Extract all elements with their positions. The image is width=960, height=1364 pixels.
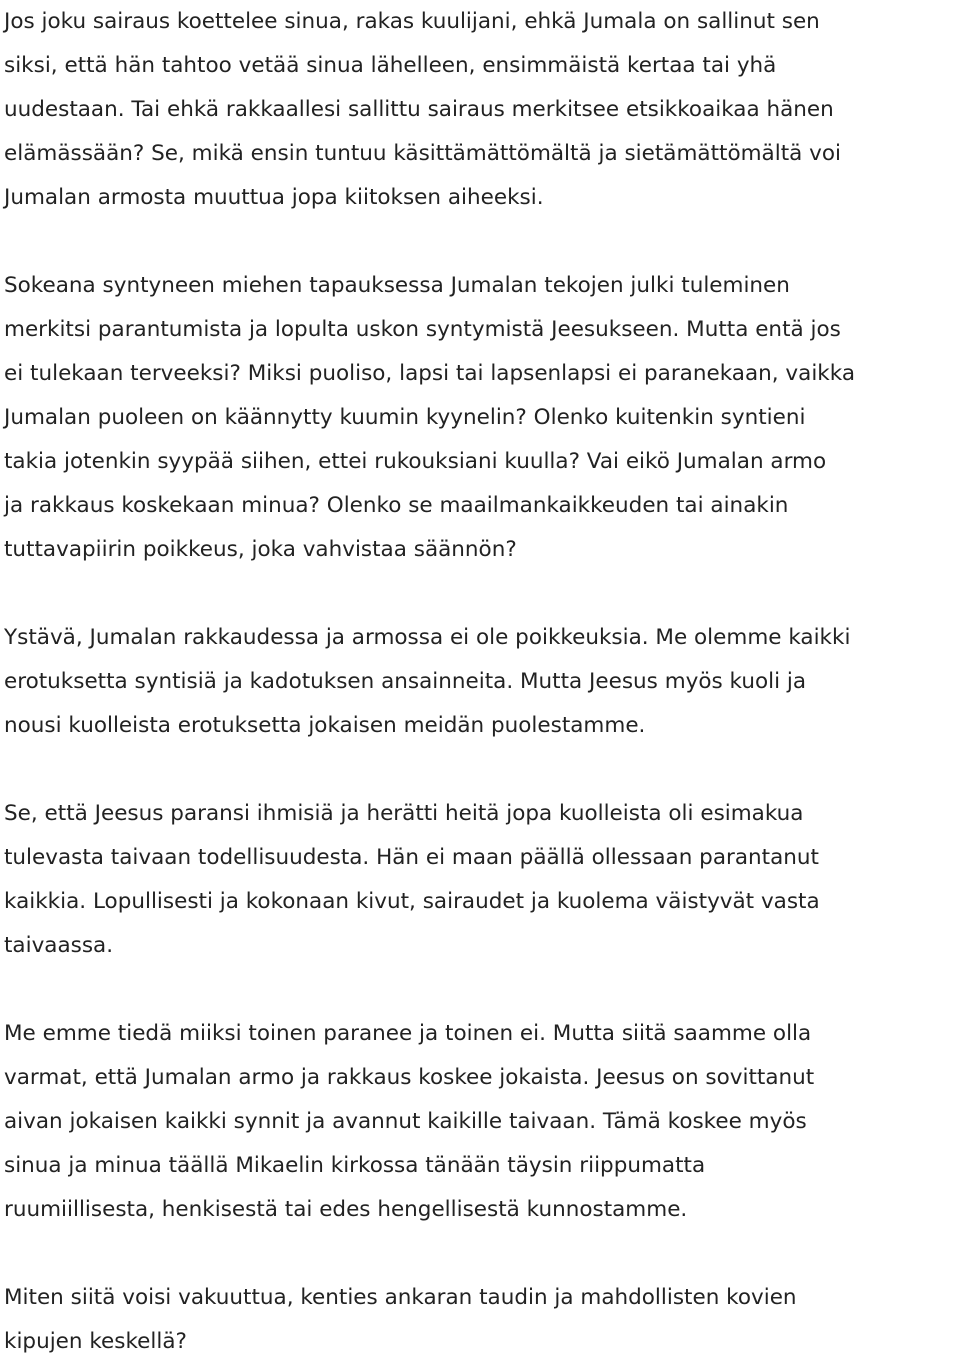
text-line: merkitsi parantumista ja lopulta uskon syntymistä Jeesukseen. Mutta entä jos <box>4 317 841 342</box>
paragraph-3 <box>4 616 960 748</box>
document-body <box>4 0 960 1364</box>
text-line: erotuksetta syntisiä ja kadotuksen ansainneita. Mutta Jeesus myös kuoli ja <box>4 669 807 694</box>
text-line: Jumalan puoleen on käännytty kuumin kyynelin? Olenko kuitenkin syntieni <box>4 405 806 430</box>
text-line: kipujen keskellä? <box>4 1329 187 1354</box>
text-line: tuttavapiirin poikkeus, joka vahvistaa säännön? <box>4 537 517 562</box>
text-line: Se, että Jeesus paransi ihmisiä ja herätti heitä jopa kuolleista oli esimakua <box>4 801 804 826</box>
text-line: Sokeana syntyneen miehen tapauksessa Jumalan tekojen julki tuleminen <box>4 273 790 298</box>
text-line: takia jotenkin syypää siihen, ettei rukouksiani kuulla? Vai eikö Jumalan armo <box>4 449 827 474</box>
text-line: Jos joku sairaus koettelee sinua, rakas kuulijani, ehkä Jumala on sallinut sen <box>4 9 820 34</box>
text-line: sinua ja minua täällä Mikaelin kirkossa tänään täysin riippumatta <box>4 1153 706 1178</box>
paragraph-6 <box>4 1276 960 1364</box>
text-line: ja rakkaus koskekaan minua? Olenko se maailmankaikkeuden tai ainakin <box>4 493 789 518</box>
text-line: siksi, että hän tahtoo vetää sinua lähelleen, ensimmäistä kertaa tai yhä <box>4 53 777 78</box>
paragraph-4 <box>4 792 960 968</box>
text-line: tulevasta taivaan todellisuudesta. Hän ei maan päällä ollessaan parantanut <box>4 845 819 870</box>
text-line: Me emme tiedä miiksi toinen paranee ja toinen ei. Mutta siitä saamme olla <box>4 1021 812 1046</box>
paragraph-2 <box>4 264 960 572</box>
paragraph-5 <box>4 1012 960 1232</box>
text-line: ei tulekaan terveeksi? Miksi puoliso, lapsi tai lapsenlapsi ei paranekaan, vaikka <box>4 361 855 386</box>
text-line: Miten siitä voisi vakuuttua, kenties ankaran taudin ja mahdollisten kovien <box>4 1285 797 1310</box>
text-line: nousi kuolleista erotuksetta jokaisen meidän puolestamme. <box>4 713 646 738</box>
text-line: varmat, että Jumalan armo ja rakkaus koskee jokaista. Jeesus on sovittanut <box>4 1065 815 1090</box>
text-line: aivan jokaisen kaikki synnit ja avannut kaikille taivaan. Tämä koskee myös <box>4 1109 807 1134</box>
paragraph-1 <box>4 0 960 220</box>
text-line: taivaassa. <box>4 933 114 958</box>
text-line: elämässään? Se, mikä ensin tuntuu käsittämättömältä ja sietämättömältä voi <box>4 141 841 166</box>
text-line: Jumalan armosta muuttua jopa kiitoksen aiheeksi. <box>4 185 544 210</box>
text-line: uudestaan. Tai ehkä rakkaallesi sallittu sairaus merkitsee etsikkoaikaa hänen <box>4 97 834 122</box>
text-line: kaikkia. Lopullisesti ja kokonaan kivut, sairaudet ja kuolema väistyvät vasta <box>4 889 820 914</box>
text-line: Ystävä, Jumalan rakkaudessa ja armossa ei ole poikkeuksia. Me olemme kaikki <box>4 625 851 650</box>
text-line: ruumiillisesta, henkisestä tai edes hengellisestä kunnostamme. <box>4 1197 688 1222</box>
